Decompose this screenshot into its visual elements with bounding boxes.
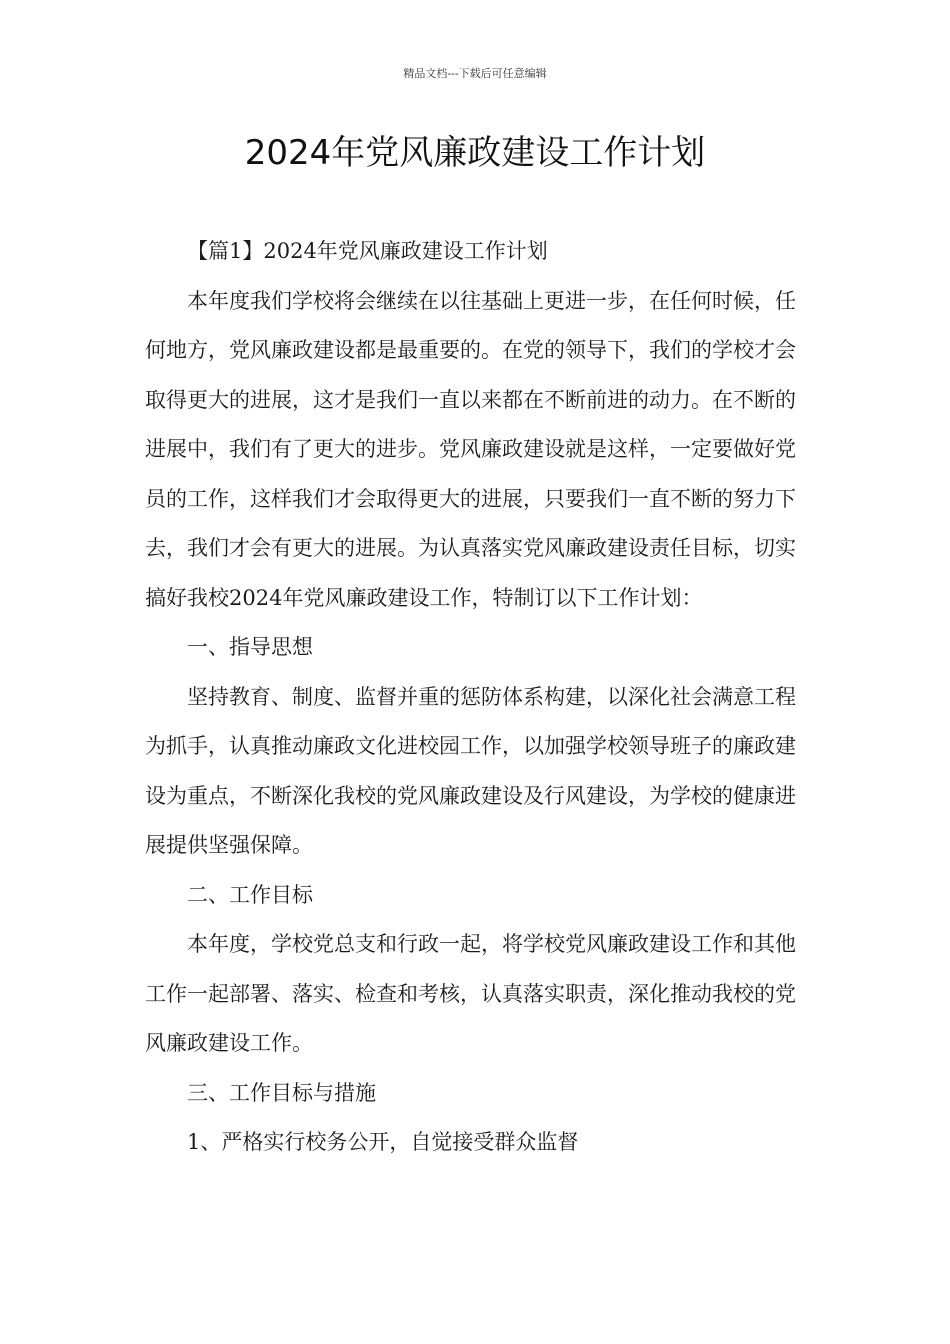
paragraph-intro: 本年度我们学校将会继续在以往基础上更进一步，在任何时候，任何地方，党风廉政建设都是最重要的。在党的领导下，我们的学校才会取得更大的进展，这才是我们一直以来都在不断前进的动力。在不断的进展中，我们有了更大的进步。党风廉政建设就是这样，一定要做好党员的工作，这样我们才会取得更大的进展，只要我们一直不断的努力下去，我们才会有更大的进展。为认真落实党风廉政建设责任目标，切实搞好我校2024年党风廉政建设工作，特制订以下工作计划： — [145, 288, 796, 610]
heading-guiding-ideology: 一、指导思想 — [187, 635, 313, 659]
header-watermark: 精品文档---下载后可任意编辑 — [403, 67, 547, 80]
heading-work-goals: 二、工作目标 — [187, 882, 313, 907]
section-heading: 【篇1】2024年党风廉政建设工作计划 — [187, 239, 548, 263]
paragraph-guiding-ideology: 坚持教育、制度、监督并重的惩防体系构建，以深化社会满意工程为抓手，认真推动廉政文化进校园工作，以加强学校领导班子的廉政建设为重点，不断深化我校的党风廉政建设及行风建设，为学校的健康进展提供坚强保障。 — [145, 684, 796, 857]
heading-goals-and-measures: 三、工作目标与措施 — [187, 1080, 376, 1105]
document-body — [145, 227, 815, 1168]
document-title: 2024年党风廉政建设工作计划 — [244, 133, 706, 173]
list-item-1: 1、严格实行校务公开，自觉接受群众监督 — [187, 1130, 579, 1154]
paragraph-work-goals: 本年度，学校党总支和行政一起，将学校党风廉政建设工作和其他工作一起部署、落实、检查和考核，认真落实职责，深化推动我校的党风廉政建设工作。 — [145, 932, 796, 1055]
